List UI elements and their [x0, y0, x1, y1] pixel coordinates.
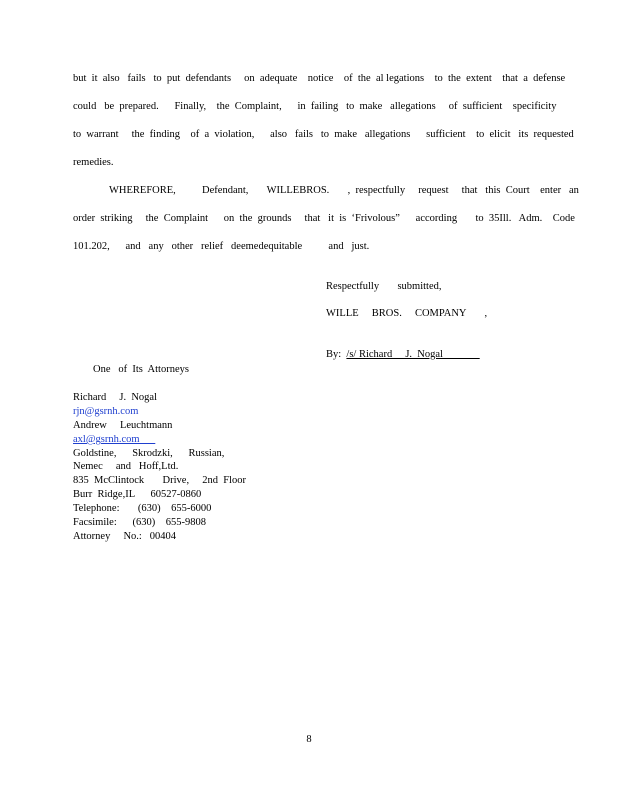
- attorney-role: One of Its Attorneys: [93, 364, 189, 375]
- firm-name-line-1: Goldstine, Skrodzki, Russian,: [73, 448, 225, 459]
- facsimile: Facsimile: (630) 655-9808: [73, 517, 206, 528]
- signature-closing: Respectfully submitted,: [326, 281, 442, 292]
- signature-by-line: [326, 349, 480, 361]
- electronic-signature: /s/ Richard J. Nogal: [346, 349, 480, 360]
- body-line: to warrant the finding of a violation, also fails to make allegations sufficient to elicit its requested: [73, 129, 574, 140]
- street-address: 835 McClintock Drive, 2nd Floor: [73, 475, 246, 486]
- body-line: but it also fails to put defendants on adequate notice of the al legations to the extent that a defense: [73, 73, 566, 84]
- wherefore-line: order striking the Complaint on the grounds that it is ‘Frivolous” according to 35Ill. Adm. Code: [73, 213, 575, 224]
- email-link-2[interactable]: axl@gsrnh.com: [73, 434, 156, 445]
- wherefore-line: WHEREFORE, Defendant, WILLEBROS. , respectfully request that this Court enter an: [109, 185, 579, 196]
- body-line: could be prepared. Finally, the Complaint, in failing to make allegations of sufficient specificity: [73, 101, 557, 112]
- body-line: remedies.: [73, 157, 114, 168]
- telephone: Telephone: (630) 655-6000: [73, 503, 212, 514]
- attorney-number: Attorney No.: 00404: [73, 531, 176, 542]
- firm-name-line-2: Nemec and Hoff,Ltd.: [73, 461, 179, 472]
- attorney-name-2: Andrew Leuchtmann: [73, 420, 173, 431]
- page-number: 8: [306, 734, 312, 745]
- city-address: Burr Ridge,IL 60527-0860: [73, 489, 202, 500]
- attorney-name-1: Richard J. Nogal: [73, 392, 157, 403]
- wherefore-line: 101.202, and any other relief deemedequitable and just.: [73, 241, 370, 252]
- email-link-1[interactable]: rjn@gsrnh.com: [73, 406, 139, 417]
- by-label: By:: [326, 349, 347, 360]
- signature-firm: WILLE BROS. COMPANY ,: [326, 308, 488, 319]
